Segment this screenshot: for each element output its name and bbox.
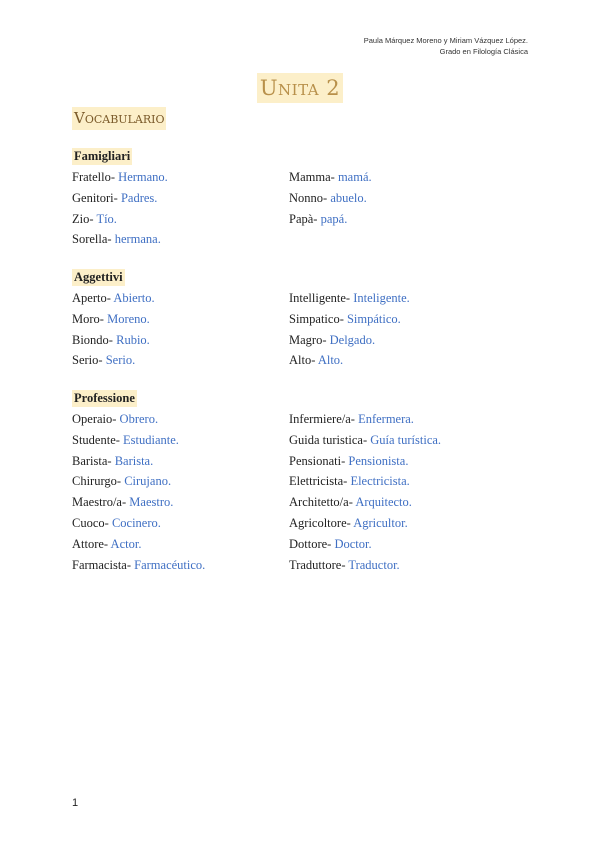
header-authors: Paula Márquez Moreno y Miriam Vázquez López.	[363, 36, 528, 45]
italian-word: Pensionati-	[289, 453, 346, 468]
spanish-word: Cocinero.	[111, 515, 161, 530]
title-container	[0, 73, 600, 103]
italian-word: Fratello-	[72, 170, 116, 184]
italian-word: Alto-	[289, 353, 316, 368]
vocab-entry	[289, 288, 532, 309]
italian-word: Cuoco-	[72, 515, 109, 530]
vocab-entry	[72, 534, 289, 555]
spanish-word: Enfermera.	[358, 412, 414, 426]
italian-word: Elettricista-	[289, 474, 348, 489]
vocab-entry	[72, 309, 289, 330]
vocab-entry	[289, 471, 532, 492]
vocab-entry	[72, 330, 289, 351]
section-aggettivi	[72, 268, 532, 371]
italian-word: Agricoltore-	[289, 515, 351, 530]
italian-word: Studente-	[72, 432, 120, 447]
spanish-word: Tío.	[96, 211, 117, 226]
right-column	[289, 288, 532, 371]
italian-word: Farmacista-	[72, 557, 132, 572]
spanish-word: Traductor.	[348, 557, 400, 572]
spanish-word: Serio.	[105, 353, 136, 368]
spanish-word: Pensionista.	[348, 453, 409, 468]
italian-word: Sorella-	[72, 232, 112, 247]
spanish-word: Moreno.	[107, 311, 150, 326]
spanish-word: Agricultor.	[353, 515, 408, 530]
vocab-entry	[72, 167, 289, 188]
italian-word: Operaio-	[72, 412, 117, 426]
spanish-word: Actor.	[110, 536, 142, 551]
spanish-word: Farmacéutico.	[134, 557, 206, 572]
section-famigliari	[72, 147, 532, 250]
vocab-grid	[72, 167, 532, 250]
vocab-entry	[72, 451, 289, 472]
vocab-entry	[72, 430, 289, 451]
vocab-entry	[289, 451, 532, 472]
left-column	[72, 409, 289, 575]
spanish-word: Estudiante.	[123, 432, 179, 447]
vocab-entry	[289, 555, 532, 576]
document-header	[364, 35, 528, 57]
spanish-word: abuelo.	[330, 190, 367, 205]
spanish-word: Electricista.	[350, 474, 410, 489]
spanish-word: Arquitecto.	[355, 495, 412, 510]
vocab-entry	[289, 309, 532, 330]
vocab-entry	[72, 513, 289, 534]
italian-word: Intelligente-	[289, 291, 351, 305]
spanish-word: Delgado.	[329, 332, 376, 347]
spanish-word: mamá.	[337, 170, 372, 184]
vocab-entry	[72, 350, 289, 371]
vocab-entry	[289, 430, 532, 451]
left-column	[72, 167, 289, 250]
italian-word: Architetto/a-	[289, 495, 353, 510]
header-degree: Grado en Filología Clásica	[439, 47, 528, 56]
section-title: Aggettivi	[74, 270, 123, 284]
italian-word: Dottore-	[289, 536, 332, 551]
spanish-word: Simpático.	[346, 311, 401, 326]
vocab-entry	[289, 492, 532, 513]
spanish-word: Guía turística.	[370, 432, 442, 447]
page-number: 1	[72, 797, 79, 809]
vocab-entry	[289, 513, 532, 534]
vocab-entry	[72, 188, 289, 209]
italian-word: Magro-	[289, 332, 327, 347]
italian-word: Simpatico-	[289, 311, 344, 326]
right-column	[289, 167, 532, 250]
vocab-entry	[72, 209, 289, 230]
section-title: Famigliari	[74, 149, 131, 163]
spanish-word: Obrero.	[119, 412, 159, 426]
italian-word: Serio-	[72, 353, 103, 368]
spanish-word: Padres.	[120, 190, 158, 205]
vocab-entry	[289, 188, 532, 209]
section-title: Professione	[74, 391, 135, 405]
italian-word: Traduttore-	[289, 557, 346, 572]
italian-word: Mamma-	[289, 170, 335, 184]
vocab-grid	[72, 409, 532, 575]
spanish-word: papá.	[320, 211, 348, 226]
vocab-grid	[72, 288, 532, 371]
italian-word: Nonno-	[289, 190, 328, 205]
left-column	[72, 288, 289, 371]
spanish-word: Rubio.	[116, 332, 150, 347]
vocab-entry	[289, 350, 532, 371]
vocab-entry	[289, 534, 532, 555]
page-title: Unita 2	[257, 73, 343, 103]
spanish-word: Hermano.	[118, 170, 168, 184]
spanish-word: hermana.	[114, 232, 161, 247]
vocabulary-heading: Vocabulario	[72, 107, 166, 130]
italian-word: Aperto-	[72, 291, 111, 305]
italian-word: Moro-	[72, 311, 104, 326]
vocab-entry	[289, 167, 532, 188]
right-column	[289, 409, 532, 575]
italian-word: Attore-	[72, 536, 109, 551]
vocab-entry	[72, 471, 289, 492]
vocab-entry	[72, 492, 289, 513]
section-professione	[72, 389, 532, 575]
spanish-word: Inteligente.	[353, 291, 410, 305]
spanish-word: Maestro.	[129, 495, 174, 510]
italian-word: Infermiere/a-	[289, 412, 355, 426]
spanish-word: Abierto.	[113, 291, 155, 305]
vocab-entry	[289, 409, 532, 430]
italian-word: Chirurgo-	[72, 474, 122, 489]
vocab-entry	[72, 229, 289, 250]
vocab-entry	[72, 288, 289, 309]
italian-word: Genitori-	[72, 190, 118, 205]
vocab-entry	[289, 330, 532, 351]
spanish-word: Doctor.	[334, 536, 372, 551]
vocab-entry	[72, 555, 289, 576]
italian-word: Barista-	[72, 453, 112, 468]
spanish-word: Alto.	[317, 353, 344, 368]
italian-word: Maestro/a-	[72, 495, 127, 510]
vocab-entry	[289, 209, 532, 230]
italian-word: Papà-	[289, 211, 318, 226]
spanish-word: Cirujano.	[124, 474, 172, 489]
italian-word: Biondo-	[72, 332, 113, 347]
spanish-word: Barista.	[114, 453, 154, 468]
vocab-entry	[72, 409, 289, 430]
italian-word: Zio-	[72, 211, 94, 226]
italian-word: Guida turistica-	[289, 432, 368, 447]
